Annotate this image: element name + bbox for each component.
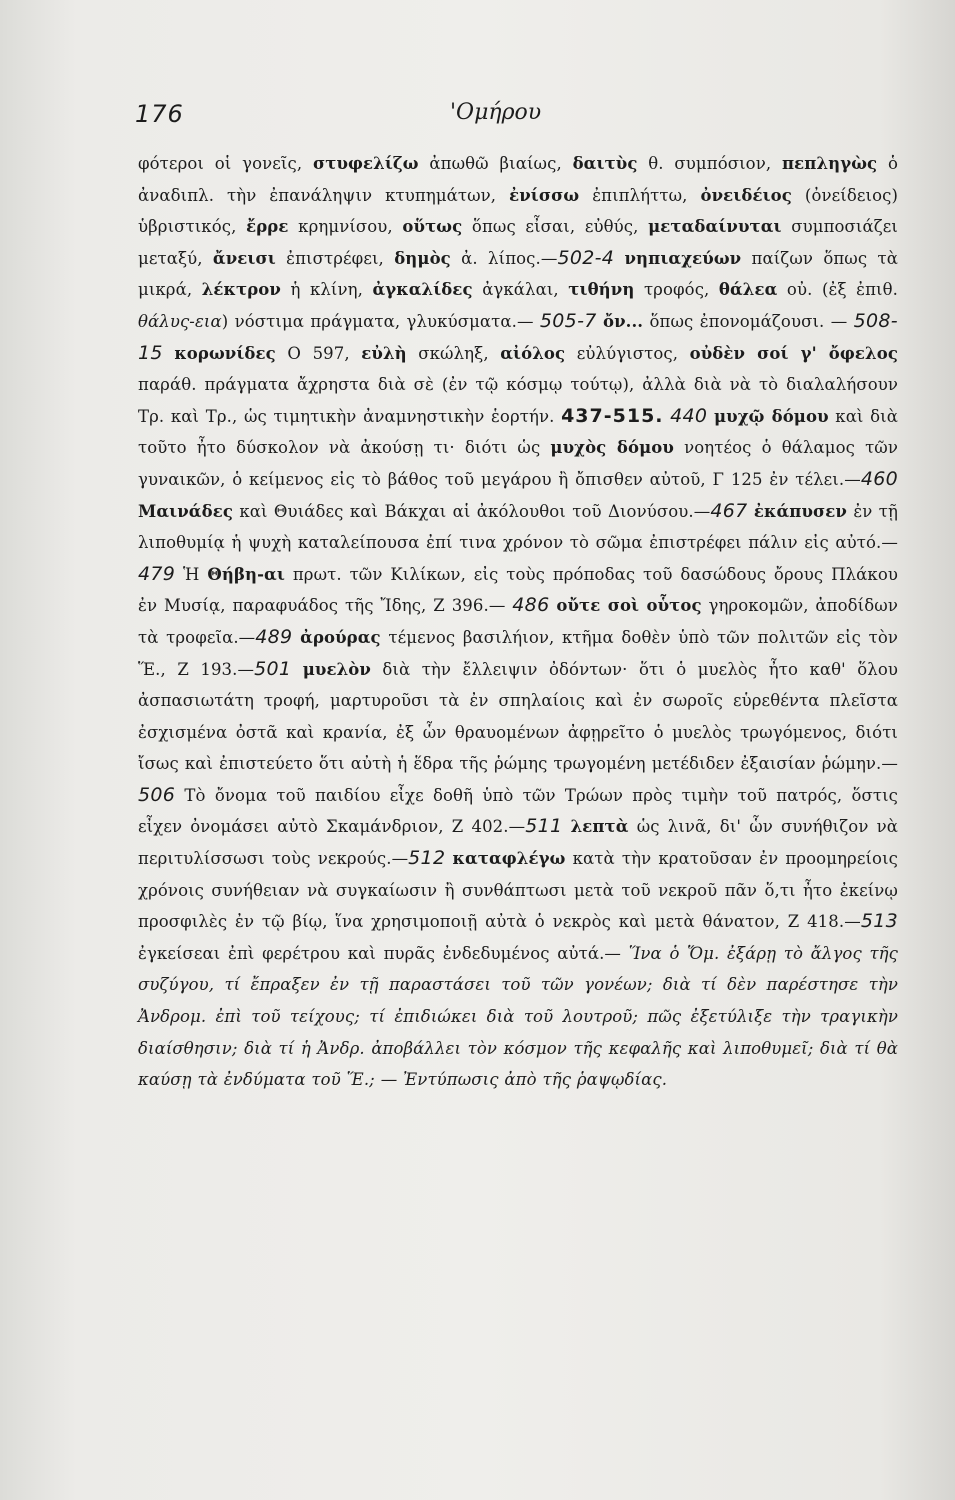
text-run: φότεροι οἱ γονεῖς, [138, 154, 313, 173]
page-number: 176 [135, 100, 184, 128]
lemma-term: εὐλὴ [361, 343, 407, 363]
lemma-term: ἀγκαλίδες [372, 280, 473, 300]
lemma-term: μυχὸς δόμου [550, 438, 674, 458]
text-run: ἀγκάλαι, [472, 280, 569, 300]
line-number: 512 [408, 847, 446, 870]
text-run: ὁ ἀναδιπλ. τὴν ἐπανάληψιν κτυπημάτων, [138, 154, 898, 205]
text-run [562, 817, 570, 836]
lemma-term: δημὸς [394, 248, 451, 268]
text-run: ὅπως ἐπονομάζουσι. — [643, 311, 854, 331]
line-number: 467 [710, 499, 748, 522]
lemma-term: ἐκάπυσεν [753, 501, 847, 521]
lemma-term: ὀνειδέιος [700, 185, 792, 205]
lemma-term: δαιτὺς [572, 154, 638, 173]
text-run: ἀ. λίπος.— [450, 248, 558, 268]
text-run: ἐπιπλήττω, [579, 185, 701, 205]
text-run [445, 849, 452, 868]
lemma-term: στυφελίζω [312, 154, 419, 173]
text-run: ἐν τῇ λιποθυμίᾳ ἡ ψυχὴ καταλείπουσα ἐπί τινα χρόνον τὸ σῶμα ἐπιστρέφει πάλιν εἰς αὐτό.— [138, 501, 898, 553]
text-run: καὶ διὰ τοῦτο ἦτο δύσκολον νὰ ἀκούσῃ τι· διότι ὡς [138, 406, 898, 458]
text-run: θ. συμπόσιον, [637, 154, 782, 173]
text-run: καὶ Θυιάδες καὶ Βάκχαι αἱ ἀκόλουθοι τοῦ Διονύσου.— [232, 501, 711, 521]
text-run: συμποσιάζει μεταξύ, [138, 217, 898, 268]
lemma-term: οὔτε σοὶ οὗτος [556, 596, 702, 616]
text-run: κατὰ τὴν κρατοῦσαν ἐν προομηρείοις χρόνοις συνήθειαν νὰ συγκαίωσιν ἢ συνθάπτωσι μετὰ τοῦ νεκροῦ πᾶν ὅ,τι ἦτο ἐκείνῳ προσφιλὲς ἐν τῷ βίῳ, ἵνα χρησιμοποιῇ αὐτὰ ὁ νεκρὸς καὶ μετὰ θάνατον, Ζ 418.— [138, 849, 898, 932]
section-range: 437-515. [561, 404, 664, 427]
text-run: διὰ τὴν ἔλλειψιν ὀδόντων· ὅτι ὁ μυελὸς ἦτο καθ' ὅλου ἀσπασιωτάτη τροφή, μαρτυροῦσι τὰ ἐν σπηλαίοις καὶ ἐν σωροῖς εὑρεθέντα πλεῖστα ἐσχισμένα ὀστᾶ καὶ κρανία, ἐξ ὧν θραυομένων ἀφῃρεῖτο ὁ μυελὸς τρωγόμενος, διότι ἴσως καὶ ἐπιστεύετο ὅτι αὐτὴ ἡ ἕδρα τῆς ῥώμης τρωγομένη μετέδιδεν ἐξαισίαν ῥώμην.— [138, 659, 898, 774]
text-run: κρημνίσου, [288, 217, 403, 237]
text-run: τροφός, [634, 280, 719, 300]
text-run: ἐγκείσεαι ἐπὶ φερέτρου καὶ πυρᾶς ἐνδεδυμένος αὐτά.— [138, 943, 629, 963]
text-run: ὅπως εἶσαι, εὐθύς, [462, 217, 649, 237]
text-run [707, 407, 714, 426]
text-run: ὡς λινᾶ, δι' ὧν συνήθιζον νὰ περιτυλίσσωσι τοὺς νεκρούς.— [138, 817, 898, 869]
text-run: Ο 597, [275, 343, 362, 363]
line-number: 513 [860, 910, 898, 933]
text-run: τέμενος βασιλήιον, κτῆμα δοθὲν ὑπὸ τῶν πολιτῶν εἰς τὸν Ἕ., Ζ 193.— [138, 627, 898, 679]
text-run: Τὸ ὄνομα τοῦ παιδίου εἶχε δοθῆ ὑπὸ τῶν Τρώων πρὸς τιμὴν τοῦ πατρός, ὅστις εἶχεν ὀνομάσει αὐτὸ Σκαμάνδριον, Ζ 402.— [138, 785, 898, 837]
lemma-term: λεπτὰ [570, 817, 629, 837]
text-run: ἀπωθῶ βιαίως, [418, 154, 573, 173]
italic-text: Ἵνα ὁ Ὅμ. ἐξάρῃ τὸ ἄλγος τῆς συζύγου, τί ἔπραξεν ἐν τῇ παραστάσει τοῦ τῶν γονέων; διὰ τί δὲν παρέστησε τὴν Ἀνδρομ. ἐπὶ τοῦ τείχους; τί ἐπιδιώκει διὰ τοῦ λουτροῦ; πῶς ἐξετύλιξε τὴν τραγικὴν διαίσθησιν; διὰ τί ἡ Ἀνδρ. ἀποβάλλει τὸν κόσμον τῆς κεφαλῆς καὶ λιποθυμεῖ; διὰ τί θὰ καύσῃ τὰ ἐνδύματα τοῦ Ἕ.; — Ἐντύπωσις ἀπὸ τῆς ῥαψῳδίας. [138, 943, 899, 1090]
lemma-term: ἔρρε [246, 217, 289, 237]
lemma-term: μυελὸν [302, 659, 371, 679]
text-run: ἐπιστρέφει, [275, 248, 395, 268]
lemma-term: τιθήνη [568, 280, 635, 300]
text-run: οὐ. (ἐξ ἐπιθ. [777, 280, 898, 300]
lemma-term: πεπληγὼς [781, 154, 878, 173]
text-run: Ἡ [175, 564, 208, 584]
text-run: γηροκομῶν, ἀποδίδων τὰ τροφεῖα.— [138, 596, 898, 647]
italic-text: θάλυς-εια [138, 311, 222, 331]
lemma-term: Θήβη-αι [207, 564, 285, 584]
line-number: 486 [512, 594, 550, 617]
page-header [135, 100, 895, 140]
line-number: 460 [860, 467, 898, 490]
line-number: 479 [138, 562, 176, 585]
lemma-term: νηπιαχεύων [624, 248, 742, 268]
text-run [291, 660, 302, 679]
text-run: ἡ κλίνη, [280, 280, 373, 300]
line-number: 502-4 [557, 246, 615, 269]
commentary-paragraph [138, 148, 898, 1096]
line-number: 505-7 [539, 309, 597, 332]
text-run: νοητέος ὁ θάλαμος τῶν γυναικῶν, ὁ κείμενος εἰς τὸ βάθος τοῦ μεγάρου ἢ ὄπισθεν αὐτοῦ, Γ 125 ἐν τέλει.— [138, 438, 898, 489]
text-run [292, 628, 300, 647]
text-run: εὐλύγιστος, [565, 343, 690, 363]
lemma-term: οὐδὲν σοί γ' ὄφελος [689, 343, 898, 363]
lemma-term: ἐνίσσω [509, 185, 580, 205]
line-number: 501 [254, 657, 292, 680]
line-number: 511 [525, 815, 563, 838]
text-run: παράθ. πράγματα ἄχρηστα διὰ σὲ (ἐν τῷ κόσμῳ τούτῳ), ἀλλὰ διὰ νὰ τὸ διαλαλήσουν Τρ. καὶ Τρ., ὡς τιμητικὴν ἀναμνηστικὴν ἑορτήν. [138, 375, 898, 426]
lemma-term: ἀρούρας [300, 627, 381, 647]
lemma-term: Μαινάδες [138, 501, 233, 521]
line-number: 508-15 [138, 309, 898, 364]
text-run: πρωτ. τῶν Κιλίκων, εἰς τοὺς πρόποδας τοῦ δασώδους ὄρους Πλάκου ἐν Μυσίᾳ, παραφυάδος τῆς Ἴδης, Ζ 396.— [138, 564, 898, 616]
text-run: (ὀνείδειος) ὑβριστικός, [138, 185, 898, 237]
line-number: 506 [138, 783, 176, 806]
line-number: 489 [255, 625, 293, 648]
running-head: 'Ομήρου [450, 100, 542, 125]
lemma-term: μυχῷ δόμου [713, 406, 829, 426]
lemma-term: κορωνίδες [174, 343, 276, 363]
lemma-term: ὄν... [602, 311, 644, 331]
lemma-term: μεταδαίνυται [648, 217, 782, 237]
lemma-term: ἄνεισι [212, 248, 276, 268]
lemma-term: λέκτρον [201, 280, 281, 300]
lemma-term: αἰόλος [500, 343, 566, 363]
line-number: 440 [670, 404, 708, 427]
text-run: παίζων ὅπως τὰ μικρά, [138, 248, 898, 300]
lemma-term: θάλεα [718, 280, 778, 300]
commentary-text [138, 148, 898, 1096]
text-run: ) νόστιμα πράγματα, γλυκύσματα.— [221, 311, 540, 331]
text-run [163, 344, 175, 363]
text-run [614, 249, 624, 268]
lemma-term: καταφλέγω [452, 849, 566, 869]
text-run: σκώληξ, [406, 343, 501, 363]
lemma-term: οὕτως [402, 217, 463, 237]
